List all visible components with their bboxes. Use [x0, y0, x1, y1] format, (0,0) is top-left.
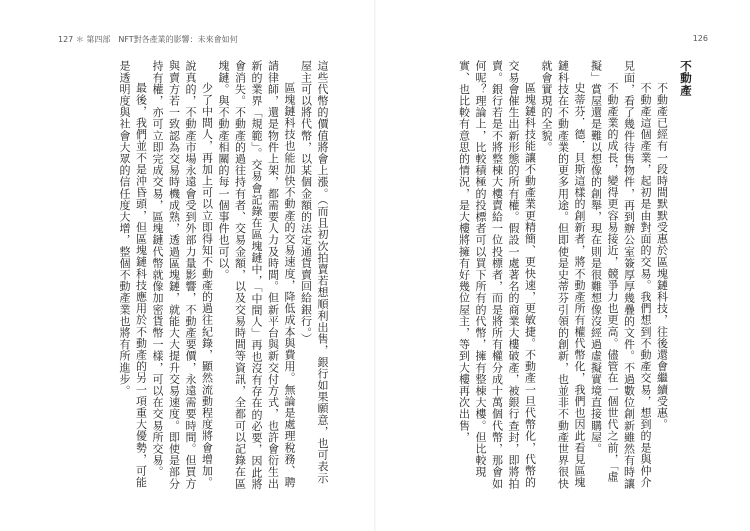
- paragraph: 不動產業的成長，變得更容易接近，競爭力也更高。儘管在一個世代之前，「虛擬」賞屋還是難以想像的創舉，現在則是很難想像沒經過虛擬實境直接購屋。: [589, 60, 619, 483]
- paragraph: 史蒂芬．德．貝斯這樣的創新者，將不動產所有權代幣化，我們也因此看見區塊鏈科技在不動產業的更多用途。但即使是史蒂芬引領的創新，也並非不動產世界很快就會實現的全貌。: [540, 60, 586, 490]
- paragraph: 不動產這個產業，起初是由對面的交易。我們想到不動產交易，想到的是與仲介見面，看了幾件待售物件，再到辦公室簽厚厚幾疊的文件。不過數位創新雖然有時讓: [622, 60, 652, 490]
- running-header: 127 ＊ 第四部 NFT對各產業的影響：未來會如何: [58, 35, 238, 44]
- right-page-text: [426, 60, 694, 490]
- paragraph: 不動產已經有一段時間默默受惠於區塊鏈科技，往後還會繼續受惠。: [655, 82, 669, 430]
- paragraph: 這些代幣的價值將會上漲。（而且初次拍賣若想順利出售，銀行如果願意，也可表示屋主可以將代幣，以某個金額的法定通貨賣回給銀行。）: [299, 60, 329, 484]
- left-page-text: [60, 60, 330, 490]
- paragraph: 區塊鏈科技也能加快不動產的交易速度，降低成本與費用。無論是處理稅務、聘請律師，還是物件上架，都需要人力及時間。但新平台與新交付方式，也許會衍生出新的業界「規範」。交易會記錄在區塊鏈中，「中間人」再也沒有存在的必要，因此將會消失。不動產的過往持有者、交易金額，以及交易時間等資訊，全都可以記錄在區塊鏈。與不動產相關的每一個事件也可以。: [217, 60, 296, 490]
- section-heading: 不動產: [679, 60, 693, 97]
- paragraph: 少了中間人，再加上可以立即得知不動產的過往紀錄，顯然流動程度將會增加。說真的，不動產市場永遠會受到外部力量影響，不動產要價，永遠需要時間。但買方與賣方若一致認為交易時機成熟，透過區塊鏈，就能大大提升交易速度。即使是部分持有權，亦可立即完成交易，區塊鏈代幣就像加密貨幣一樣，可以在交易所交易。: [151, 60, 214, 490]
- paragraph: 最後，我們並不是沖昏頭，但區塊鏈科技應用於不動產的另一項重大優勢，可能是透明度與社會大眾的信任度大增，整個不動產業也將有所進步。: [118, 60, 148, 488]
- page-number: 126: [692, 34, 708, 43]
- paragraph: 區塊鏈科技能讓不動產業更精簡、更快速，更敏捷。不動產一旦代幣化，代幣的交易會催生出新形態的所有權。假設一處著名的商業大樓破產，被銀行查封，即將拍賣。銀行若是不將整棟大樓賣給一位投標者，而是將所有權分成十萬個代幣，那會如何呢？理論上，比較積極的投標者可以買下所有的代幣，擁有整棟大樓。但比較現實、也比較有意思的情況，是大樓將擁有好幾位屋主，等到大樓再次出售，: [457, 60, 537, 490]
- page-gutter: [374, 0, 376, 531]
